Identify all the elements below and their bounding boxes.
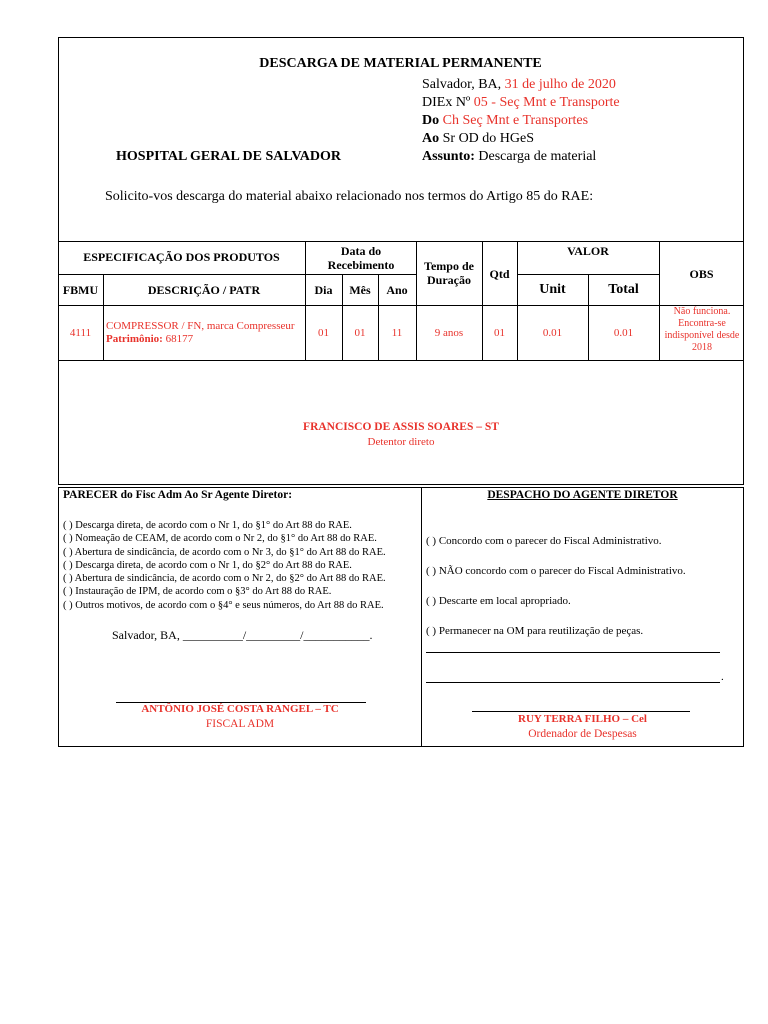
header-unit: Unit bbox=[539, 282, 566, 297]
header-month: Mês bbox=[349, 283, 371, 297]
patrimony-value: 68177 bbox=[162, 333, 194, 345]
holder-role: Detentor direto bbox=[367, 436, 435, 448]
from-line bbox=[422, 113, 588, 129]
parecer-option-3: ( ) Abertura de sindicância, de acordo com o Nr 3, do §1° do Art 88 do RAE. bbox=[63, 546, 386, 558]
diex-value: 05 - Seç Mnt e Transporte bbox=[473, 95, 620, 110]
hospital-name: HOSPITAL GERAL DE SALVADOR bbox=[116, 149, 341, 164]
parecer-title: PARECER do Fisc Adm Ao Sr Agente Diretor: bbox=[63, 489, 293, 501]
city-text: Salvador, BA, bbox=[422, 77, 505, 92]
despacho-signer-name: RUY TERRA FILHO – Cel bbox=[518, 713, 647, 725]
despacho-blank-line-2 bbox=[426, 682, 720, 683]
header-notes: OBS bbox=[689, 267, 714, 281]
parecer-signer-role: FISCAL ADM bbox=[205, 718, 275, 730]
document-title: DESCARGA DE MATERIAL PERMANENTE bbox=[259, 56, 542, 71]
patrimony-label: Patrimônio: bbox=[106, 333, 163, 345]
subject-line bbox=[422, 149, 596, 165]
header-duration: Tempo de Duração bbox=[424, 259, 474, 287]
header-total: Total bbox=[608, 282, 639, 297]
despacho-option-2: ( ) NÃO concordo com o parecer do Fiscal Administrativo. bbox=[426, 565, 686, 577]
despacho-panel bbox=[421, 487, 744, 747]
holder-name: FRANCISCO DE ASSIS SOARES – ST bbox=[303, 421, 499, 433]
date-value: 31 de julho de 2020 bbox=[504, 77, 616, 92]
header-receipt-date: Data do Recebimento bbox=[327, 244, 395, 272]
subject-label: Assunto: bbox=[422, 149, 475, 164]
col-line-desc bbox=[305, 241, 306, 360]
subject-value: Descarga de material bbox=[478, 149, 597, 164]
header-bottom-line bbox=[58, 305, 744, 306]
cell-duration: 9 anos bbox=[434, 327, 464, 339]
col-line-tempo bbox=[482, 241, 483, 360]
header-split-line bbox=[58, 274, 416, 275]
cell-year: 11 bbox=[391, 327, 403, 339]
header-fbmu: FBMU bbox=[62, 283, 99, 297]
cell-total-value: 0.01 bbox=[613, 327, 634, 339]
cell-day: 01 bbox=[318, 327, 329, 339]
to-label: Ao bbox=[422, 131, 440, 146]
cell-month: 01 bbox=[354, 327, 366, 339]
from-label: Do bbox=[422, 113, 440, 128]
header-day: Dia bbox=[314, 283, 333, 297]
to-line bbox=[422, 131, 534, 147]
parecer-option-2: ( ) Nomeação de CEAM, de acordo com o Nr 2, do §1° do Art 88 do RAE. bbox=[63, 533, 377, 545]
diex-label: DIEx Nº bbox=[422, 95, 474, 110]
header-value: VALOR bbox=[567, 244, 609, 258]
parecer-signer-name: ANTÔNIO JOSÉ COSTA RANGEL – TC bbox=[141, 703, 339, 715]
request-intro: Solicito-vos descarga do material abaixo relacionado nos termos do Artigo 85 do RAE: bbox=[105, 189, 594, 204]
parecer-options bbox=[63, 519, 386, 612]
diex-line bbox=[422, 95, 620, 111]
despacho-signature-line bbox=[472, 711, 690, 712]
row-bottom-line bbox=[58, 360, 744, 361]
col-line-total bbox=[659, 241, 660, 360]
parecer-option-4: ( ) Descarga direta, de acordo com o Nr 1, do §2° do Art 88 do RAE. bbox=[63, 559, 352, 571]
parecer-option-7: ( ) Outros motivos, de acordo com o §4° e seus números, do Art 88 do RAE. bbox=[63, 599, 384, 611]
parecer-option-5: ( ) Abertura de sindicância, de acordo com o Nr 2, do §2° do Art 88 do RAE. bbox=[63, 573, 386, 585]
patrimony-line bbox=[106, 333, 305, 346]
date-line bbox=[422, 77, 616, 93]
header-year: Ano bbox=[386, 283, 408, 297]
cell-notes: Não funciona. Encontra-se indisponível desde 2018 bbox=[664, 306, 740, 353]
cell-fbmu: 4111 bbox=[69, 327, 92, 339]
despacho-option-3: ( ) Descarte em local apropriado. bbox=[426, 595, 571, 607]
header-quantity: Qtd bbox=[489, 267, 510, 281]
despacho-line-end: . bbox=[721, 671, 724, 683]
despacho-option-1: ( ) Concordo com o parecer do Fiscal Administrativo. bbox=[426, 535, 662, 547]
description-text: COMPRESSOR / FN, marca Compresseur bbox=[106, 320, 295, 332]
despacho-title: DESPACHO DO AGENTE DIRETOR bbox=[487, 489, 678, 501]
parecer-option-6: ( ) Instauração de IPM, de acordo com o §3° do Art 88 do RAE. bbox=[63, 586, 332, 598]
col-line-qtd bbox=[517, 241, 518, 360]
cell-quantity: 01 bbox=[494, 327, 505, 339]
parecer-option-1: ( ) Descarga direta, de acordo com o Nr 1, do §1° do Art 88 do RAE. bbox=[63, 520, 352, 531]
despacho-blank-line-1 bbox=[426, 652, 720, 653]
from-value: Ch Seç Mnt e Transportes bbox=[442, 113, 589, 128]
cell-unit-value: 0.01 bbox=[542, 327, 563, 339]
header-description: DESCRIÇÃO / PATR bbox=[147, 283, 261, 297]
to-value: Sr OD do HGeS bbox=[442, 131, 535, 146]
table-top-line bbox=[58, 241, 744, 242]
cell-description bbox=[106, 320, 305, 346]
header-specification: ESPECIFICAÇÃO DOS PRODUTOS bbox=[83, 250, 280, 264]
col-line-ano bbox=[416, 241, 417, 360]
despacho-signer-role: Ordenador de Despesas bbox=[528, 728, 637, 740]
despacho-option-4: ( ) Permanecer na OM para reutilização de peças. bbox=[426, 625, 644, 637]
parecer-date-line: Salvador, BA, __________/_________/___________. bbox=[112, 628, 373, 642]
